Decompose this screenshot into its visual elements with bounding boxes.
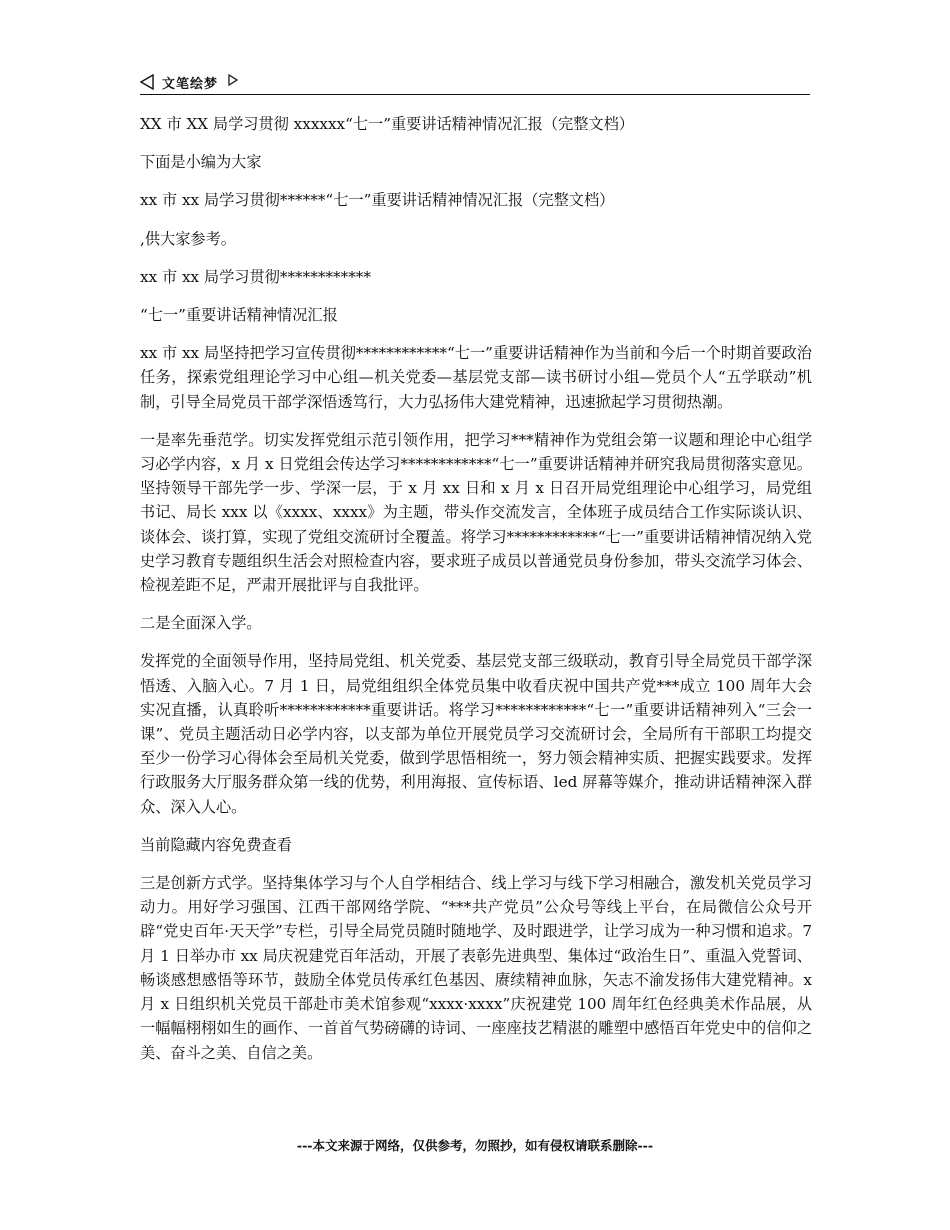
brand-label: 文笔绘梦 [162, 76, 219, 92]
triangle-left-icon [140, 74, 154, 90]
report-heading-line-2: “七一”重要讲话精神情况汇报 [140, 306, 338, 325]
intro-line: 下面是小编为大家 [140, 153, 262, 172]
hidden-content-notice: 当前隐藏内容免费查看 [140, 835, 292, 854]
report-heading-line-1: xx 市 xx 局学习贯彻************ [140, 267, 371, 286]
section-heading: 二是全面深入学。 [140, 614, 262, 633]
footer-disclaimer: ---本文来源于网络，仅供参考，勿照抄，如有侵权请联系删除--- [296, 1138, 654, 1153]
subtitle-line: xx 市 xx 局学习贯彻******“七一”重要讲话精神情况汇报（完整文档） [140, 191, 615, 210]
reference-line: ,供大家参考。 [140, 229, 236, 248]
page-header [140, 70, 810, 95]
triangle-right-icon [228, 74, 238, 86]
body-paragraph: xx 市 xx 局坚持把学习宣传贯彻************“七一”重要讲话精神作为当前和今后一个时期首要政治任务，探索党组理论学习中心组—机关党委—基层党支部—读书研讨小组—党员个人“五学联动”机制，引导全局党员干部学深悟透笃行，大力弘扬伟大建党精神，迅速掀起学习贯彻热潮。 [140, 344, 812, 411]
document-title: XX 市 XX 局学习贯彻 xxxxxx“七一”重要讲话精神情况汇报（完整文档） [140, 115, 634, 133]
document-body [140, 112, 812, 1079]
body-paragraph: 发挥党的全面领导作用，坚持局党组、机关党委、基层党支部三级联动，教育引导全局党员干部学深悟透、入脑入心。7 月 1 日，局党组组织全体党员集中收看庆祝中国共产党***成立 100 周年大会实况直播，认真聆听************重要讲话。将学习************“七一”重要讲话精神列入“三会一课”、党员主题活动日必学内容，以支部为单位开展党员学习交流研讨会，全局所有干部职工均提交至少一份学习心得体会至局机关党委，做到学思悟相统一，努力领会精神实质、把握实践要求。发挥行政服务大厅服务群众第一线的优势，利用海报、宣传标语、led 屏幕等媒介，推动讲话精神深入群众、深入人心。 [140, 652, 812, 816]
body-paragraph: 三是创新方式学。坚持集体学习与个人自学相结合、线上学习与线下学习相融合，激发机关党员学习动力。用好学习强国、江西干部网络学院、“***共产党员”公众号等线上平台，在局微信公众号开辟“党史百年·天天学”专栏，引导全局党员随时随地学、及时跟进学，让学习成为一种习惯和追求。7 月 1 日举办市 xx 局庆祝建党百年活动，开展了表彰先进典型、集体过“政治生日”、重温入党誓词、畅谈感想感悟等环节，鼓励全体党员传承红色基因、赓续精神血脉，矢志不渝发扬伟大建党精神。x 月 x 日组织机关党员干部赴市美术馆参观“xxxx·xxxx”庆祝建党 100 周年红色经典美术作品展，从一幅幅栩栩如生的画作、一首首气势磅礴的诗词、一座座技艺精湛的雕塑中感悟百年党史中的信仰之美、奋斗之美、自信之美。 [140, 874, 812, 1062]
body-paragraph: 一是率先垂范学。切实发挥党组示范引领作用，把学习***精神作为党组会第一议题和理论中心组学习必学内容，x 月 x 日党组会传达学习************“七一”重要讲话精神并研究我局贯彻落实意见。坚持领导干部先学一步、学深一层，于 x 月 xx 日和 x 月 x 日召开局党组理论中心组学习，局党组书记、局长 xxx 以《xxxx、xxxx》为主题，带头作交流发言，全体班子成员结合工作实际谈认识、谈体会、谈打算，实现了党组交流研讨全覆盖。将学习************“七一”重要讲话精神情况纳入党史学习教育专题组织生活会对照检查内容，要求班子成员以普通党员身份参加，带头交流学习体会、检视差距不足，严肃开展批评与自我批评。 [140, 430, 812, 595]
